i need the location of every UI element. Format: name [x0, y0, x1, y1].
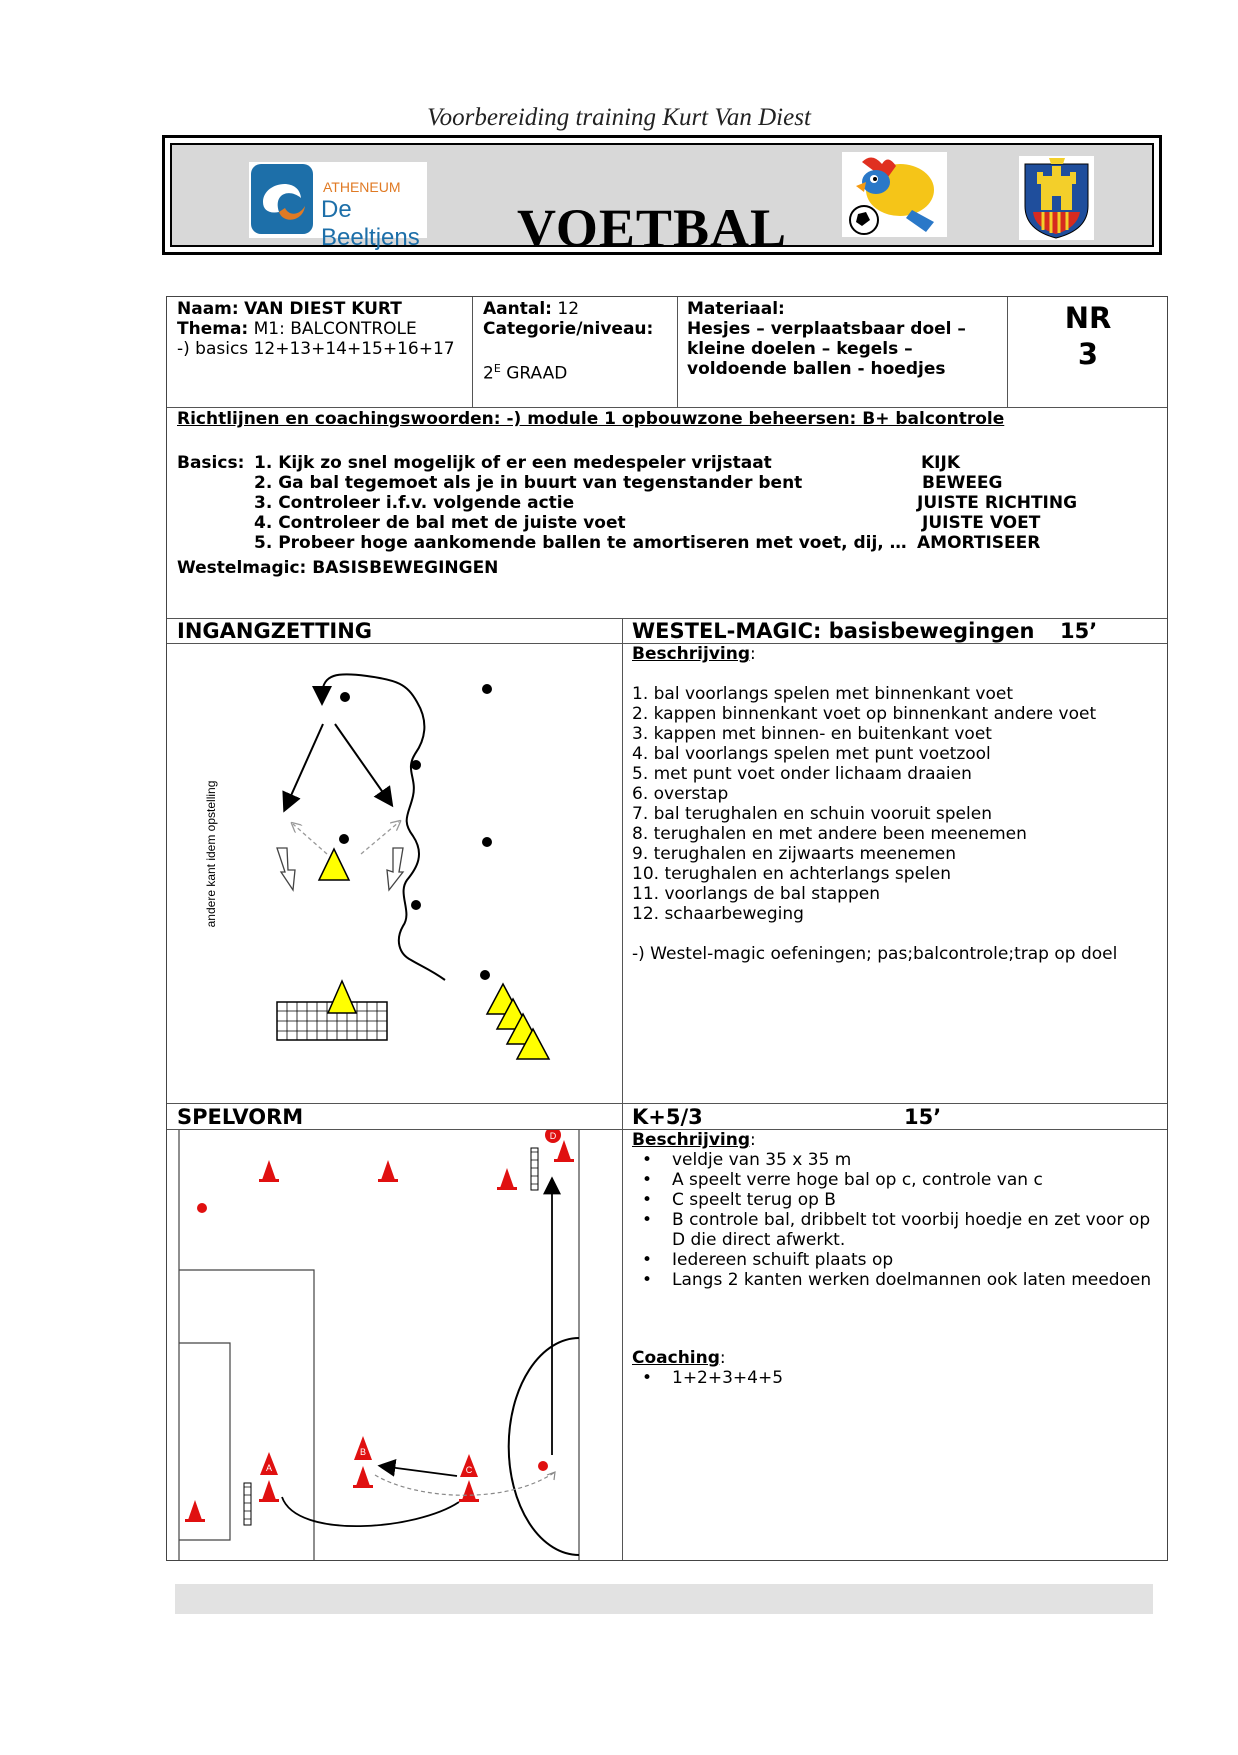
basics-label: Basics:: [177, 453, 245, 473]
cone-icon: [554, 1140, 574, 1162]
ball-marker: [339, 834, 349, 844]
list-item: 5. met punt voet onder lichaam draaien: [632, 764, 972, 784]
westel-magic-heading: WESTEL-MAGIC: basisbewegingen: [632, 619, 1035, 643]
basics-item: 5. Probeer hoge aankomende ballen te amortiseren met voet, dij, …: [254, 533, 907, 553]
basics-item: 2. Ga bal tegemoet als je in buurt van tegenstander bent: [254, 473, 803, 493]
list-item: 8. terughalen en met andere been meenemen: [632, 824, 1027, 844]
svg-text:B: B: [359, 1447, 367, 1457]
list-item: • C speelt terug op B: [632, 1190, 1150, 1210]
westel-magic-note: -) Westel-magic oefeningen; pas;balcontrole;trap op doel: [632, 944, 1118, 964]
basics-item: 1. Kijk zo snel mogelijk of er een medespeler vrijstaat: [254, 453, 772, 473]
dribble-path: [322, 674, 445, 980]
list-item: 9. terughalen en zijwaarts meenemen: [632, 844, 957, 864]
ingangzetting-duration: 15’: [1060, 619, 1098, 643]
cone-icon: [497, 1168, 517, 1190]
richtlijnen-heading: Richtlijnen en coachingswoorden: -) module 1 opbouwzone beheersen: B+ balcontrole: [177, 409, 1005, 429]
spelvorm-format: K+5/3: [632, 1105, 703, 1129]
ball-marker: [411, 760, 421, 770]
list-item: • veldje van 35 x 35 m: [632, 1150, 1150, 1170]
nr-label: NR: [1064, 301, 1112, 335]
ball-marker: [482, 837, 492, 847]
pass-arrow: [381, 1466, 457, 1476]
training-sheet-table: [166, 296, 1168, 1561]
ball-marker: [480, 970, 490, 980]
player-cone-b: [354, 1436, 372, 1460]
ingangzetting-diagram: [167, 644, 622, 1103]
cone-icon: [185, 1500, 205, 1522]
list-item: • A speelt verre hoge bal op c, controle van c: [632, 1170, 1150, 1190]
cone-icon: [353, 1466, 373, 1488]
basics-keyword: JUISTE RICHTING: [917, 493, 1078, 513]
list-item: 3. kappen met binnen- en buitenkant voet: [632, 724, 992, 744]
list-item-continuation: D die direct afwerkt.: [672, 1230, 846, 1250]
spelvorm-duration: 15’: [904, 1105, 942, 1129]
westelmagic-line: Westelmagic: BASISBEWEGINGEN: [177, 558, 499, 578]
spelvorm-bullets: [632, 1150, 1150, 1230]
cone-icon: [319, 849, 349, 880]
section-heading-spelvorm: SPELVORM: [177, 1105, 304, 1129]
list-item: 6. overstap: [632, 784, 729, 804]
goal-box: [179, 1343, 230, 1540]
basics-keyword: BEWEEG: [922, 473, 1003, 493]
westel-magic-steps: [632, 684, 1096, 924]
beschrijving-label: Beschrijving:: [632, 644, 756, 664]
ball-marker: [538, 1461, 548, 1471]
beschrijving-label: Beschrijving:: [632, 1130, 756, 1150]
materiaal-label: Materiaal:: [687, 299, 785, 319]
svg-text:C: C: [465, 1465, 473, 1475]
coaching-bullets: [632, 1368, 783, 1388]
cone-icon: [378, 1160, 398, 1182]
player-cone-a: [260, 1452, 278, 1475]
section-heading-ingangzetting: INGANGZETTING: [177, 619, 373, 643]
basics-item: 3. Controleer i.f.v. volgende actie: [254, 493, 575, 513]
cone-icon: [259, 1160, 279, 1182]
page-title: VOETBAL: [517, 198, 787, 258]
basics-line: -) basics 12+13+14+15+16+17: [177, 339, 455, 359]
list-item: 2. kappen binnenkant voet op binnenkant andere voet: [632, 704, 1097, 724]
city-crest-logo: [1019, 156, 1094, 240]
basics-item: 4. Controleer de bal met de juiste voet: [254, 513, 626, 533]
materiaal-line: kleine doelen – kegels –: [687, 339, 913, 359]
naam-field: Naam: VAN DIEST KURT: [177, 299, 402, 319]
ball-marker: [411, 900, 421, 910]
basics-keyword: AMORTISEER: [917, 533, 1041, 553]
cone-icon: [328, 981, 356, 1013]
ball-marker: [340, 692, 350, 702]
list-item: 7. bal terughalen en schuin vooruit spelen: [632, 804, 992, 824]
materiaal-line: Hesjes – verplaatsbaar doel –: [687, 319, 966, 339]
school-logo: ATHENEUM De Beeltjens: [249, 162, 427, 238]
footer-bar: [175, 1584, 1153, 1614]
coaching-label: Coaching:: [632, 1348, 726, 1368]
list-item: • Langs 2 kanten werken doelmannen ook laten meedoen: [632, 1270, 1151, 1290]
ball-marker: [197, 1203, 207, 1213]
player-cone-d: [545, 1130, 561, 1143]
graad-value: $2^E$ GRAAD: [483, 362, 568, 384]
list-item: • Iedereen schuift plaats op: [632, 1250, 1151, 1270]
svg-text:D: D: [549, 1131, 557, 1141]
long-ball-path: [282, 1497, 459, 1526]
categorie-label: Categorie/niveau:: [483, 319, 654, 339]
ball-marker: [482, 684, 492, 694]
list-item: 11. voorlangs de bal stappen: [632, 884, 881, 904]
list-item: 1. bal voorlangs spelen met binnenkant voet: [632, 684, 1014, 704]
diagram-rotated-label: andere kant idem opstelling: [204, 780, 218, 928]
player-cone-c: [460, 1454, 478, 1477]
header-banner: [162, 135, 1162, 258]
document-subtitle: Voorbereiding training Kurt Van Diest: [427, 104, 811, 131]
list-item: 4. bal voorlangs spelen met punt voetzool: [632, 744, 991, 764]
list-item: • 1+2+3+4+5: [632, 1368, 783, 1388]
spelvorm-bullets-2: [632, 1250, 1151, 1290]
cone-icon: [259, 1480, 279, 1502]
list-item: • B controle bal, dribbelt tot voorbij hoedje en zet voor op: [632, 1210, 1150, 1230]
nr-value: 3: [1077, 337, 1099, 371]
aantal-field: Aantal: 12: [483, 299, 580, 319]
list-item: 12. schaarbeweging: [632, 904, 804, 924]
spelvorm-field-diagram: [167, 1130, 622, 1561]
club-mascot-logo: [842, 152, 947, 237]
list-item: 10. terughalen en achterlangs spelen: [632, 864, 951, 884]
thema-field: Thema: M1: BALCONTROLE: [177, 319, 417, 339]
svg-text:A: A: [265, 1463, 273, 1473]
materiaal-line: voldoende ballen - hoedjes: [687, 359, 946, 379]
basics-keyword: JUISTE VOET: [922, 513, 1041, 533]
basics-keyword: KIJK: [921, 453, 960, 473]
cone-icon: [459, 1480, 479, 1502]
center-circle: [509, 1338, 579, 1555]
